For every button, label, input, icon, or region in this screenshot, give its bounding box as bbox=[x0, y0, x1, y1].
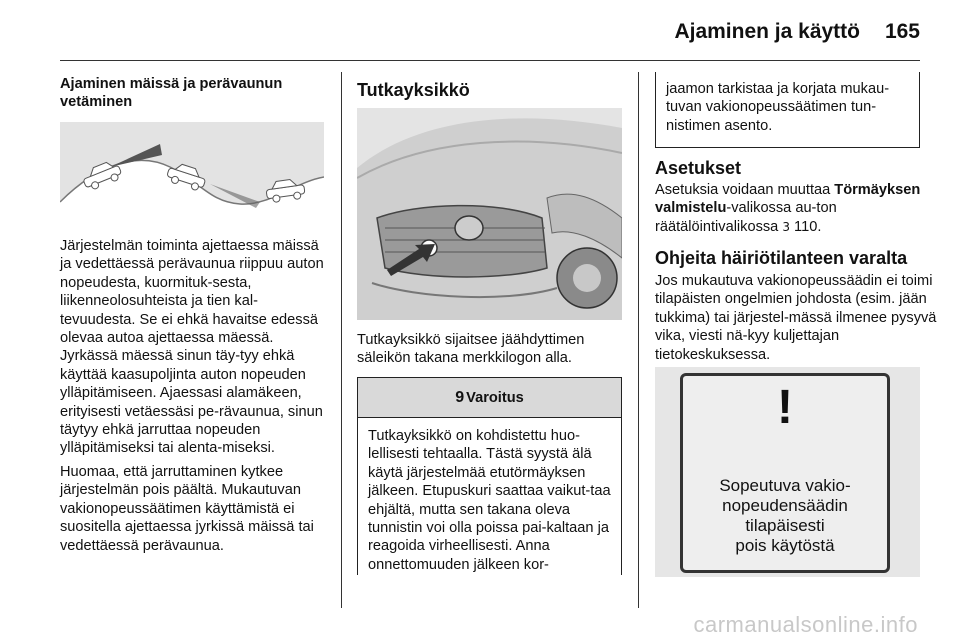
exclamation-icon: ! bbox=[777, 381, 793, 434]
display-message: Sopeutuva vakio- nopeudensäädin tilapäisesti pois käytöstä bbox=[719, 476, 851, 555]
warning-box bbox=[357, 377, 622, 575]
info-display bbox=[680, 373, 890, 573]
settings-text-rest: -valikossa au-ton räätälöintivalikossa bbox=[655, 200, 837, 235]
warning-text: Tutkayksikkö on kohdistettu huo-lellisesti tehtaalla. Tästä syystä älä käytä järjestelmää etutörmäyksen jälkeen. Etupuskuri saattaa vaikut-taa ehjältä, mutta sen takana oleva tunnistin voi olla poissa pai-kaltaan ja reagoida virheellisesti. Anna onnettomuuden jälkeen kor- bbox=[368, 428, 611, 573]
warning-icon: 9 bbox=[455, 388, 465, 406]
hills-illustration bbox=[60, 122, 324, 228]
page-reference-icon: 3 bbox=[782, 219, 790, 234]
car-front-icon bbox=[357, 108, 622, 320]
warning-title: Varoitus bbox=[466, 389, 524, 406]
section-heading-hills: Ajaminen mäissä ja perävaunun vetäminen bbox=[60, 76, 283, 110]
hills-paragraph-1: Järjestelmän toiminta ajettaessa mäissä ja vedettäessä perävaunua riippuu auton nopeudesta, kuormituk-sesta, liikenneolosuhteista ja tien kal-tevuudesta. Se ei ehkä havaitse edessä olevaa autoa ajettaessa mäessä. Jyrkässä mäessä sinun täy-tyy ehkä käyttää kaasupoljinta auton nopeuden ylläpitämiseen. Ajaessasi alamäkeen, erityisesti vetäessäsi pe-rävaunua, sinun täytyy ehkä jarruttaa nopeuden ylläpitämiseksi tai alenta-miseksi. bbox=[60, 238, 324, 457]
cars-on-hills-icon bbox=[60, 122, 324, 228]
warning-continued-box: jaamon tarkistaa ja korjata mukau-tuvan vakionopeussäätimen tun-nistimen asento. bbox=[655, 72, 920, 148]
page-number: 165 bbox=[884, 20, 920, 43]
radar-caption: Tutkayksikkö sijaitsee jäähdyttimen säleikön takana merkkilogon alla. bbox=[357, 332, 585, 367]
section-heading-fault: Ohjeita häiriötilanteen varalta bbox=[655, 248, 908, 268]
watermark: carmanualsonline.info bbox=[693, 612, 918, 637]
section-heading-radar: Tutkayksikkö bbox=[357, 80, 470, 100]
settings-menu-name: Törmäyksen valmistelu bbox=[655, 182, 921, 217]
column-divider-1 bbox=[341, 72, 342, 608]
warning-header bbox=[358, 378, 621, 418]
header-rule bbox=[60, 60, 920, 61]
settings-text bbox=[655, 181, 945, 236]
section-heading-settings: Asetukset bbox=[655, 158, 742, 178]
page-reference-number: 110. bbox=[790, 218, 822, 235]
radar-location-photo bbox=[357, 108, 622, 320]
page-running-title: Ajaminen ja käyttö bbox=[674, 20, 860, 43]
fault-text: Jos mukautuva vakionopeussäädin ei toimi tilapäisten ongelmien johdosta (esim. jään tukkima) tai järjestel-mässä ilmenee pysyvä vika, viesti nä-kyy kuljettajan tietokeskuksessa. bbox=[655, 273, 937, 363]
driver-info-display-illustration bbox=[655, 367, 920, 577]
settings-text-intro: Asetuksia voidaan muuttaa bbox=[655, 182, 835, 198]
column-divider-2 bbox=[638, 72, 639, 608]
hills-paragraph-2: Huomaa, että jarruttaminen kytkee järjestelmän pois päältä. Mukautuvan vakionopeussäätimen käyttämistä ei suositella ajettaessa jyrkissä mäissä tai vedettäessä perävaunua. bbox=[60, 463, 314, 554]
